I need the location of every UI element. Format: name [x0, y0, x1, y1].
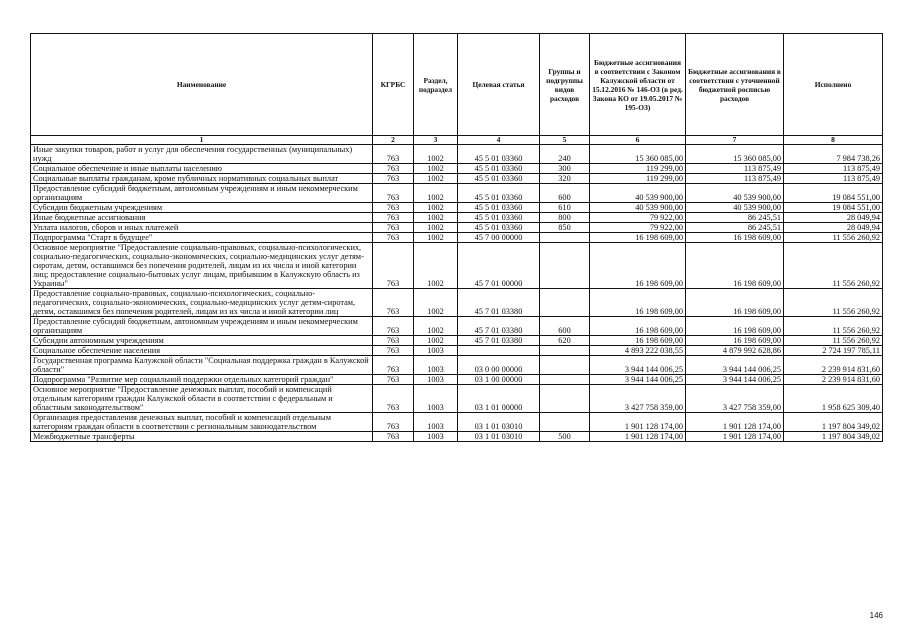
- row-law-amount: 1 901 128 174,00: [590, 432, 686, 442]
- row-group: 850: [540, 223, 590, 233]
- row-kgrbs: 763: [373, 385, 414, 413]
- row-law-amount: 79 922,00: [590, 213, 686, 223]
- row-budget-amount: 86 245,51: [686, 223, 784, 233]
- row-executed-amount: 7 984 738,26: [784, 145, 883, 164]
- row-executed-amount: 28 049,94: [784, 223, 883, 233]
- column-number: 3: [414, 136, 458, 145]
- row-law-amount: 3 944 144 006,25: [590, 356, 686, 375]
- column-number-row: [31, 136, 883, 145]
- row-law-amount: 15 360 085,00: [590, 145, 686, 164]
- row-group: [540, 375, 590, 385]
- row-executed-amount: 1 958 625 309,40: [784, 385, 883, 413]
- row-budget-amount: 15 360 085,00: [686, 145, 784, 164]
- row-name: Субсидии автономным учреждениям: [31, 336, 373, 346]
- table-row: [31, 356, 883, 375]
- row-kgrbs: 763: [373, 164, 414, 174]
- header-group: Группы и подгруппы видов расходов: [540, 34, 590, 136]
- table-row: [31, 233, 883, 243]
- row-target: 45 5 01 03360: [458, 203, 540, 213]
- row-group: 600: [540, 184, 590, 203]
- row-group: 800: [540, 213, 590, 223]
- row-executed-amount: 113 875,49: [784, 174, 883, 184]
- row-budget-amount: 3 427 758 359,00: [686, 385, 784, 413]
- row-executed-amount: 2 239 914 831,60: [784, 356, 883, 375]
- row-kgrbs: 763: [373, 213, 414, 223]
- header-section: Раздел, подраздел: [414, 34, 458, 136]
- table-row: [31, 289, 883, 317]
- row-budget-amount: 40 539 900,00: [686, 184, 784, 203]
- row-kgrbs: 763: [373, 174, 414, 184]
- row-target: 45 5 01 03360: [458, 145, 540, 164]
- row-kgrbs: 763: [373, 289, 414, 317]
- row-law-amount: 16 198 609,00: [590, 243, 686, 289]
- table-row: [31, 184, 883, 203]
- row-group: [540, 385, 590, 413]
- row-target: 03 1 00 00000: [458, 375, 540, 385]
- row-group: [540, 356, 590, 375]
- row-law-amount: 40 539 900,00: [590, 203, 686, 213]
- row-target: 45 7 01 03380: [458, 336, 540, 346]
- row-section: 1003: [414, 375, 458, 385]
- column-number: 6: [590, 136, 686, 145]
- row-target: 45 7 00 00000: [458, 233, 540, 243]
- row-section: 1002: [414, 223, 458, 233]
- table-row: [31, 213, 883, 223]
- row-target: 03 1 01 00000: [458, 385, 540, 413]
- row-section: 1002: [414, 233, 458, 243]
- row-name: Иные бюджетные ассигнования: [31, 213, 373, 223]
- row-section: 1002: [414, 164, 458, 174]
- row-name: Уплата налогов, сборов и иных платежей: [31, 223, 373, 233]
- row-kgrbs: 763: [373, 233, 414, 243]
- row-group: 240: [540, 145, 590, 164]
- row-budget-amount: 3 944 144 006,25: [686, 356, 784, 375]
- row-name: Социальные выплаты гражданам, кроме публичных нормативных социальных выплат: [31, 174, 373, 184]
- row-target: 45 7 01 00000: [458, 243, 540, 289]
- row-group: 320: [540, 174, 590, 184]
- table-row: [31, 432, 883, 442]
- row-name: Предоставление субсидий бюджетным, автономным учреждениям и иным некоммерческим организациям: [31, 184, 373, 203]
- row-executed-amount: 2 239 914 831,60: [784, 375, 883, 385]
- row-executed-amount: 1 197 804 349,02: [784, 432, 883, 442]
- row-target: 45 5 01 03360: [458, 174, 540, 184]
- row-executed-amount: 11 556 260,92: [784, 317, 883, 336]
- row-group: 300: [540, 164, 590, 174]
- row-group: [540, 413, 590, 432]
- row-budget-amount: 113 875,49: [686, 174, 784, 184]
- table-row: [31, 336, 883, 346]
- row-kgrbs: 763: [373, 432, 414, 442]
- row-name: Социальное обеспечение населения: [31, 346, 373, 356]
- row-kgrbs: 763: [373, 317, 414, 336]
- budget-table: [30, 33, 883, 442]
- row-law-amount: 16 198 609,00: [590, 336, 686, 346]
- row-target: 45 5 01 03360: [458, 213, 540, 223]
- table-row: [31, 145, 883, 164]
- row-name: Предоставление субсидий бюджетным, автономным учреждениям и иным некоммерческим организациям: [31, 317, 373, 336]
- row-target: [458, 346, 540, 356]
- header-name: Наименование: [31, 34, 373, 136]
- row-group: 500: [540, 432, 590, 442]
- table-row: [31, 413, 883, 432]
- table-row: [31, 223, 883, 233]
- row-group: 610: [540, 203, 590, 213]
- table-row: [31, 346, 883, 356]
- table-body: [31, 145, 883, 442]
- row-target: 03 1 01 03010: [458, 413, 540, 432]
- table-row: [31, 174, 883, 184]
- row-target: 03 1 01 03010: [458, 432, 540, 442]
- row-law-amount: 16 198 609,00: [590, 233, 686, 243]
- table-row: [31, 203, 883, 213]
- row-law-amount: 3 427 758 359,00: [590, 385, 686, 413]
- column-number: 1: [31, 136, 373, 145]
- row-section: 1003: [414, 356, 458, 375]
- row-budget-amount: 16 198 609,00: [686, 233, 784, 243]
- row-target: 45 5 01 03360: [458, 164, 540, 174]
- row-group: [540, 243, 590, 289]
- row-budget-amount: 1 901 128 174,00: [686, 432, 784, 442]
- row-name: Основное мероприятие "Предоставление денежных выплат, пособий и компенсаций отдельным категориям граждан Калужской области в соответствии с федеральным и областным законодательством": [31, 385, 373, 413]
- row-name: Предоставление социально-правовых, социально-психологических, социально-педагогических, социально-экономических, социально-медицинских услуг детям-сиротам, детям, оставшимся без попечения родителей, лицам из их числа и иной категории лиц: [31, 289, 373, 317]
- row-budget-amount: 40 539 900,00: [686, 203, 784, 213]
- row-group: [540, 346, 590, 356]
- row-law-amount: 3 944 144 006,25: [590, 375, 686, 385]
- row-law-amount: 1 901 128 174,00: [590, 413, 686, 432]
- row-kgrbs: 763: [373, 243, 414, 289]
- row-executed-amount: 2 724 197 785,11: [784, 346, 883, 356]
- row-kgrbs: 763: [373, 336, 414, 346]
- row-name: Иные закупки товаров, работ и услуг для обеспечения государственных (муниципальных) нужд: [31, 145, 373, 164]
- row-executed-amount: 11 556 260,92: [784, 336, 883, 346]
- row-kgrbs: 763: [373, 356, 414, 375]
- table-row: [31, 385, 883, 413]
- table-row: [31, 164, 883, 174]
- row-budget-amount: 86 245,51: [686, 213, 784, 223]
- row-target: 45 7 01 03380: [458, 289, 540, 317]
- row-name: Организация предоставления денежных выплат, пособий и компенсаций отдельным категориям граждан области в соответствии с региональным законодательством: [31, 413, 373, 432]
- row-target: 45 5 01 03360: [458, 184, 540, 203]
- header-budget: Бюджетные ассигнования в соответствии с уточненной бюджетной росписью расходов: [686, 34, 784, 136]
- header-law: Бюджетные ассигнования в соответствии с Законом Калужской области от 15.12.2016 № 146-ОЗ (в ред. Закона КО от 19.05.2017 № 195-ОЗ): [590, 34, 686, 136]
- report-sheet: [30, 33, 883, 442]
- row-section: 1003: [414, 346, 458, 356]
- column-number: 2: [373, 136, 414, 145]
- row-law-amount: 119 299,00: [590, 164, 686, 174]
- row-budget-amount: 1 901 128 174,00: [686, 413, 784, 432]
- row-executed-amount: 1 197 804 349,02: [784, 413, 883, 432]
- row-kgrbs: 763: [373, 375, 414, 385]
- row-section: 1002: [414, 174, 458, 184]
- row-group: 620: [540, 336, 590, 346]
- row-executed-amount: 11 556 260,92: [784, 233, 883, 243]
- row-law-amount: 79 922,00: [590, 223, 686, 233]
- row-kgrbs: 763: [373, 184, 414, 203]
- header-row: [31, 34, 883, 136]
- table-row: [31, 243, 883, 289]
- row-target: 03 0 00 00000: [458, 356, 540, 375]
- row-law-amount: 16 198 609,00: [590, 317, 686, 336]
- row-executed-amount: 19 084 551,00: [784, 203, 883, 213]
- row-kgrbs: 763: [373, 413, 414, 432]
- row-kgrbs: 763: [373, 203, 414, 213]
- row-law-amount: 119 299,00: [590, 174, 686, 184]
- row-law-amount: 16 198 609,00: [590, 289, 686, 317]
- row-section: 1002: [414, 213, 458, 223]
- table-row: [31, 317, 883, 336]
- row-section: 1002: [414, 289, 458, 317]
- row-section: 1002: [414, 184, 458, 203]
- row-law-amount: 4 893 222 038,55: [590, 346, 686, 356]
- header-target: Целевая статья: [458, 34, 540, 136]
- column-number: 4: [458, 136, 540, 145]
- column-number: 8: [784, 136, 883, 145]
- page-number: 146: [869, 611, 883, 620]
- row-target: 45 7 01 03380: [458, 317, 540, 336]
- row-section: 1002: [414, 243, 458, 289]
- row-section: 1003: [414, 385, 458, 413]
- row-group: 600: [540, 317, 590, 336]
- column-number: 7: [686, 136, 784, 145]
- row-executed-amount: 28 049,94: [784, 213, 883, 223]
- header-kgrbs: КГРБС: [373, 34, 414, 136]
- row-budget-amount: 113 875,49: [686, 164, 784, 174]
- row-name: Государственная программа Калужской области "Социальная поддержка граждан в Калужской области": [31, 356, 373, 375]
- row-target: 45 5 01 03360: [458, 223, 540, 233]
- row-executed-amount: 113 875,49: [784, 164, 883, 174]
- row-section: 1003: [414, 413, 458, 432]
- row-name: Межбюджетные трансферты: [31, 432, 373, 442]
- row-executed-amount: 19 084 551,00: [784, 184, 883, 203]
- row-kgrbs: 763: [373, 346, 414, 356]
- row-budget-amount: 16 198 609,00: [686, 289, 784, 317]
- row-name: Основное мероприятие "Предоставление социально-правовых, социально-психологических, социально-педагогических, социально-экономических, социально-медицинских услуг детям-сиротам, детям, оставшимся без попечения родителей, лицам из их числа и иной категории лиц; предоставление социально-бытовых услуг лицам, прибывшим в Калужскую область из Украины": [31, 243, 373, 289]
- row-name: Социальное обеспечение и иные выплаты населению: [31, 164, 373, 174]
- row-executed-amount: 11 556 260,92: [784, 243, 883, 289]
- row-section: 1003: [414, 432, 458, 442]
- row-name: Субсидии бюджетным учреждениям: [31, 203, 373, 213]
- row-law-amount: 40 539 900,00: [590, 184, 686, 203]
- column-number: 5: [540, 136, 590, 145]
- row-section: 1002: [414, 145, 458, 164]
- row-name: Подпрограмма "Старт в будущее": [31, 233, 373, 243]
- row-group: [540, 289, 590, 317]
- header-executed: Исполнено: [784, 34, 883, 136]
- row-budget-amount: 3 944 144 006,25: [686, 375, 784, 385]
- row-budget-amount: 4 879 992 628,86: [686, 346, 784, 356]
- row-budget-amount: 16 198 609,00: [686, 317, 784, 336]
- row-section: 1002: [414, 203, 458, 213]
- row-group: [540, 233, 590, 243]
- row-name: Подпрограмма "Развитие мер социальной поддержки отдельных категорий граждан": [31, 375, 373, 385]
- row-section: 1002: [414, 336, 458, 346]
- row-kgrbs: 763: [373, 145, 414, 164]
- table-row: [31, 375, 883, 385]
- row-kgrbs: 763: [373, 223, 414, 233]
- row-budget-amount: 16 198 609,00: [686, 336, 784, 346]
- row-executed-amount: 11 556 260,92: [784, 289, 883, 317]
- row-budget-amount: 16 198 609,00: [686, 243, 784, 289]
- row-section: 1002: [414, 317, 458, 336]
